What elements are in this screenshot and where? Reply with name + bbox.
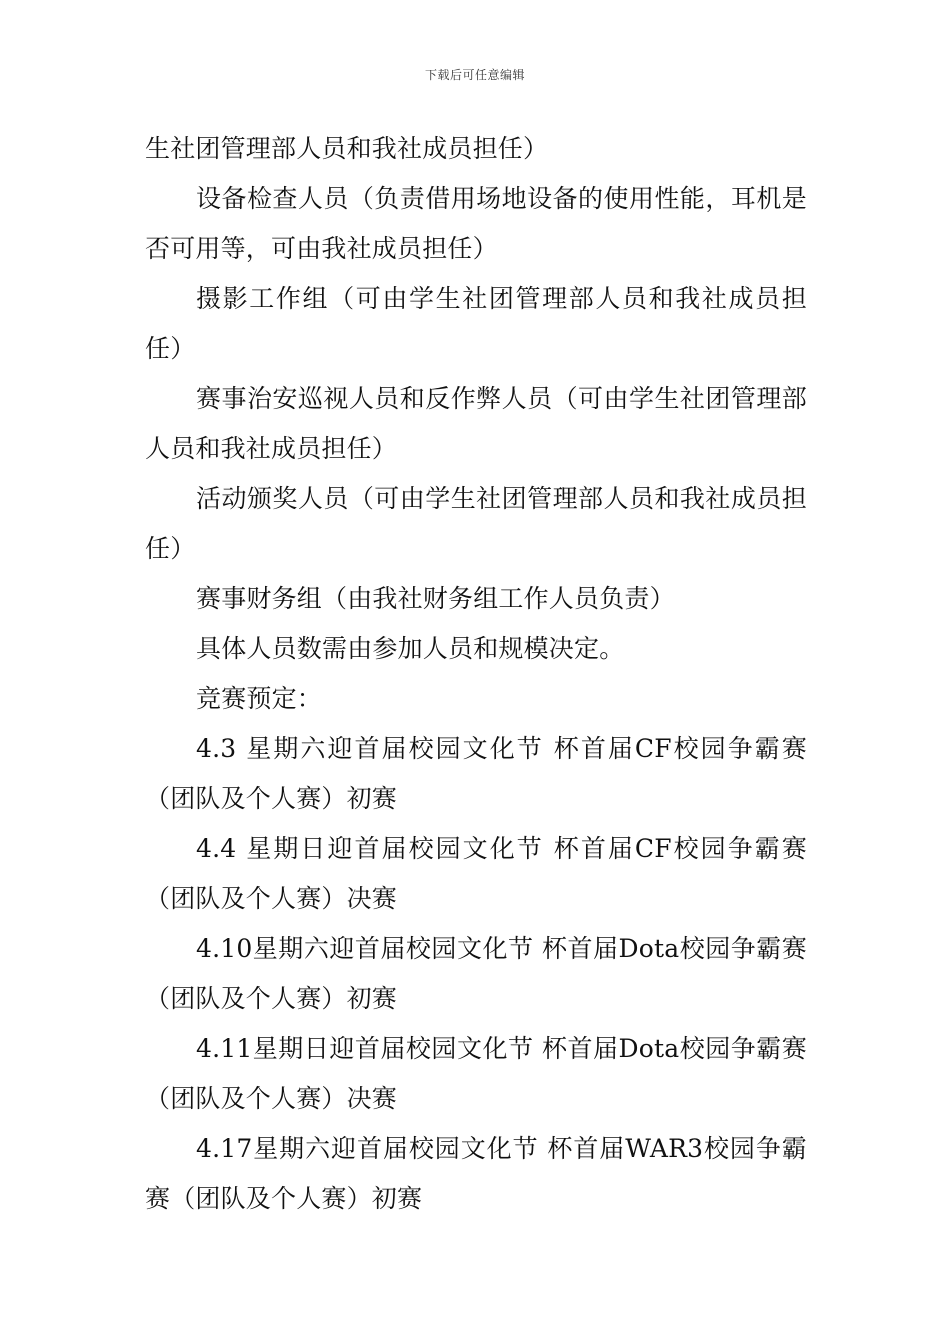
paragraph-schedule-war3-prelim: 4.17星期六迎首届校园文化节 杯首届WAR3校园争霸赛（团队及个人赛）初赛: [145, 1134, 807, 1213]
paragraph-staff-count: 具体人员数需由参加人员和规模决定。: [196, 634, 625, 663]
paragraph-photography-team: 摄影工作组（可由学生社团管理部人员和我社成员担任）: [145, 284, 807, 363]
paragraph-schedule-dota-final: 4.11星期日迎首届校园文化节 杯首届Dota校园争霸赛（团队及个人赛）决赛: [145, 1034, 807, 1113]
paragraph-finance-team: 赛事财务组（由我社财务组工作人员负责）: [196, 584, 675, 613]
paragraph-security-anticheat: 赛事治安巡视人员和反作弊人员（可由学生社团管理部人员和我社成员担任）: [145, 384, 807, 463]
paragraph-schedule-cf-final: 4.4 星期日迎首届校园文化节 杯首届CF校园争霸赛（团队及个人赛）决赛: [145, 834, 807, 913]
paragraph-equipment-inspector: 设备检查人员（负责借用场地设备的使用性能，耳机是否可用等，可由我社成员担任）: [145, 184, 807, 263]
paragraph-schedule-cf-prelim: 4.3 星期六迎首届校园文化节 杯首届CF校园争霸赛（团队及个人赛）初赛: [145, 734, 807, 813]
document-body: [145, 124, 807, 1224]
paragraph-schedule-dota-prelim: 4.10星期六迎首届校园文化节 杯首届Dota校园争霸赛（团队及个人赛）初赛: [145, 934, 807, 1013]
paragraph-schedule-heading: 竞赛预定：: [196, 684, 323, 713]
paragraph-award-staff: 活动颁奖人员（可由学生社团管理部人员和我社成员担任）: [145, 484, 807, 563]
paragraph-staff-continuation: 生社团管理部人员和我社成员担任）: [145, 134, 549, 163]
page-header: 下载后可任意编辑: [424, 68, 525, 82]
